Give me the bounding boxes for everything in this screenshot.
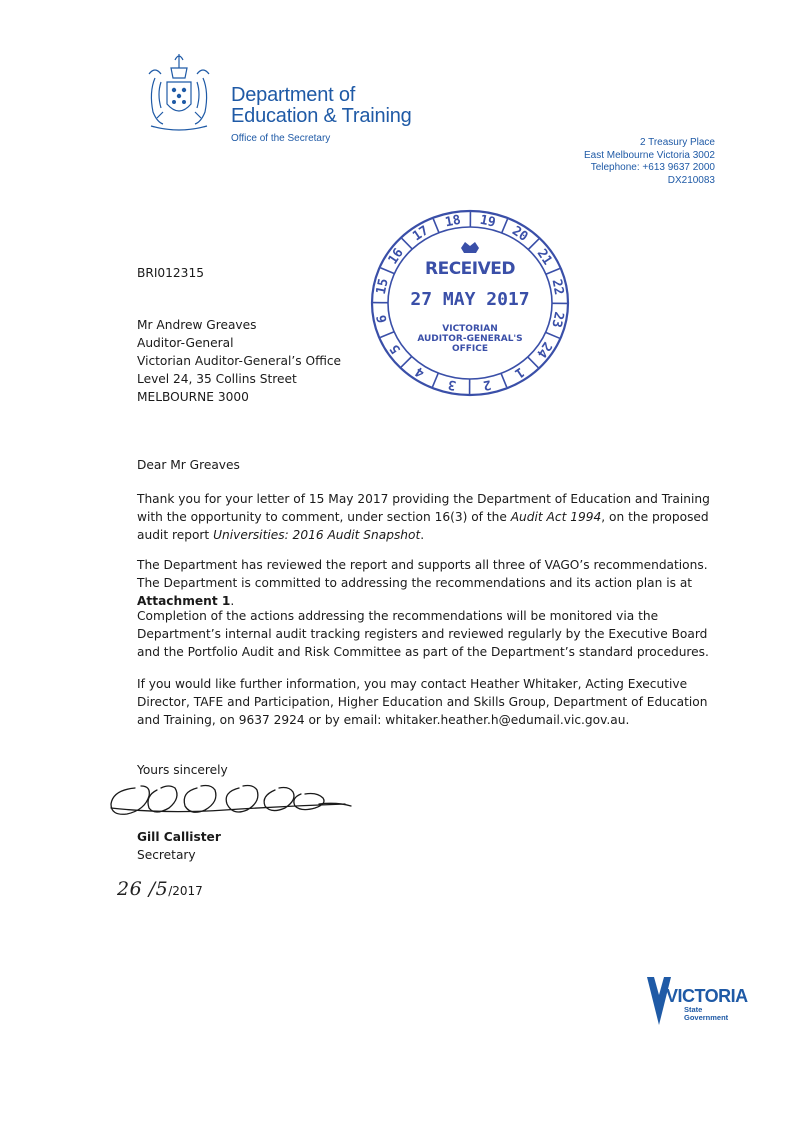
date-separator: /: [142, 878, 156, 900]
stamp-ring-tick: [402, 238, 413, 249]
stamp-received: RECEIVED: [425, 259, 515, 279]
paragraph-1-middle: , on the proposed audit report: [137, 510, 709, 542]
signed-date: [117, 880, 203, 900]
government-label: Government: [684, 1013, 729, 1022]
stamp-ring-tick: [433, 219, 439, 233]
stamp-ring-tick: [546, 269, 560, 275]
state-label: State: [684, 1005, 703, 1014]
stamp-ring-number: 17: [410, 223, 432, 245]
date-day: 26: [117, 878, 143, 900]
stamp-ring-number: 23: [548, 310, 567, 329]
stamp-ring-number: 21: [533, 246, 555, 268]
department-line1: Department of: [231, 84, 356, 106]
recipient-city: MELBOURNE 3000: [137, 390, 249, 404]
signer-name: Gill Callister: [137, 830, 221, 844]
paragraph-4: If you would like further information, you may contact Heather Whitaker, Acting Executive Director, TAFE and Participation, Higher Education and Skills Group, Department of Education and Training, on 9637 2924 or by email: whitaker.heather.h@edumail.vic.gov.au.: [137, 677, 708, 727]
recipient-title: Auditor-General: [137, 336, 234, 350]
paragraph-2-text: The Department has reviewed the report and supports all three of VAGO’s recommendations. The Department is committed to addressing the recommendations and its action plan is at: [137, 558, 708, 590]
act-name: Audit Act 1994: [510, 510, 602, 524]
stamp-ring-tick: [502, 219, 508, 233]
attachment-reference: Attachment 1: [137, 594, 231, 608]
stamp-ring-number: 22: [548, 278, 567, 297]
signature: [105, 774, 360, 826]
closing: Yours sincerely: [137, 763, 228, 777]
office-name: Office of the Secretary: [231, 133, 331, 144]
sender-address: [584, 137, 715, 187]
date-year: /2017: [168, 884, 203, 898]
paragraph-2: [137, 556, 727, 610]
date-month: 5: [155, 878, 169, 900]
stamp-ring-number: 24: [533, 338, 555, 361]
reference-number: BRI012315: [137, 266, 204, 280]
address-dx: DX210083: [667, 174, 715, 186]
stamp-ring-number: 3: [446, 376, 458, 393]
stamp-ring-tick: [380, 332, 394, 338]
stamp-org-line3: OFFICE: [451, 344, 489, 354]
stamp-ring-number: 16: [385, 245, 407, 268]
received-stamp: [368, 206, 573, 401]
signer-title: Secretary: [137, 848, 196, 862]
victoria-wordmark: VICTORIA: [666, 986, 748, 1006]
stamp-ring-tick: [401, 357, 412, 368]
recipient-street: Level 24, 35 Collins Street: [137, 372, 297, 386]
stamp-ring-number: 18: [443, 212, 463, 231]
stamp-ring-number: 6: [374, 313, 391, 325]
department-name: [231, 85, 412, 127]
state-government-label: [684, 1006, 728, 1022]
paragraph-1: [137, 490, 727, 544]
stamp-ring-tick: [528, 239, 539, 250]
stamp-ring-tick: [432, 373, 438, 387]
stamp-ring-number: 4: [412, 363, 428, 381]
stamp-org-line1: VICTORIAN: [442, 324, 498, 334]
department-line2: Education & Training: [231, 105, 412, 127]
stamp-ring-number: 15: [373, 277, 392, 296]
stamp-org-line2: AUDITOR-GENERAL'S: [417, 334, 523, 344]
greeting: Dear Mr Greaves: [137, 458, 240, 472]
crown-icon: [461, 242, 479, 253]
paragraph-2-end: .: [230, 594, 235, 608]
recipient-address: [137, 316, 341, 406]
stamp-ring-tick: [381, 268, 395, 274]
stamp-ring-tick: [528, 357, 539, 368]
paragraph-3: Completion of the actions addressing the recommendations will be monitored via the Department’s internal audit tracking registers and reviewed regularly by the Executive Board and the Portfolio Audit and Risk Committee as part of the Department’s standard procedures.: [137, 609, 709, 659]
coat-of-arms-icon: [141, 48, 217, 134]
stamp-ring-tick: [546, 332, 560, 338]
stamp-ring-tick: [501, 373, 507, 387]
stamp-date: 27 MAY 2017: [410, 289, 530, 310]
recipient-office: Victorian Auditor-General’s Office: [137, 354, 342, 368]
paragraph-1-text: Thank you for your letter of 15 May 2017 providing the Department of Education and Training with the opportunity to comment, under section 16(3) of the: [137, 492, 710, 524]
address-telephone: Telephone: +613 9637 2000: [590, 162, 715, 173]
stamp-ring-number: 2: [481, 376, 493, 393]
report-title: Universities: 2016 Audit Snapshot: [213, 528, 421, 542]
address-line1: 2 Treasury Place: [639, 137, 715, 148]
stamp-ring-number: 5: [387, 341, 405, 357]
stamp-ring-number: 1: [511, 363, 527, 381]
recipient-name: Mr Andrew Greaves: [137, 318, 257, 332]
address-line2: East Melbourne Victoria 3002: [583, 149, 715, 161]
stamp-ring-number: 20: [509, 223, 531, 245]
stamp-ring-number: 19: [478, 212, 497, 231]
paragraph-1-end: .: [420, 528, 425, 542]
